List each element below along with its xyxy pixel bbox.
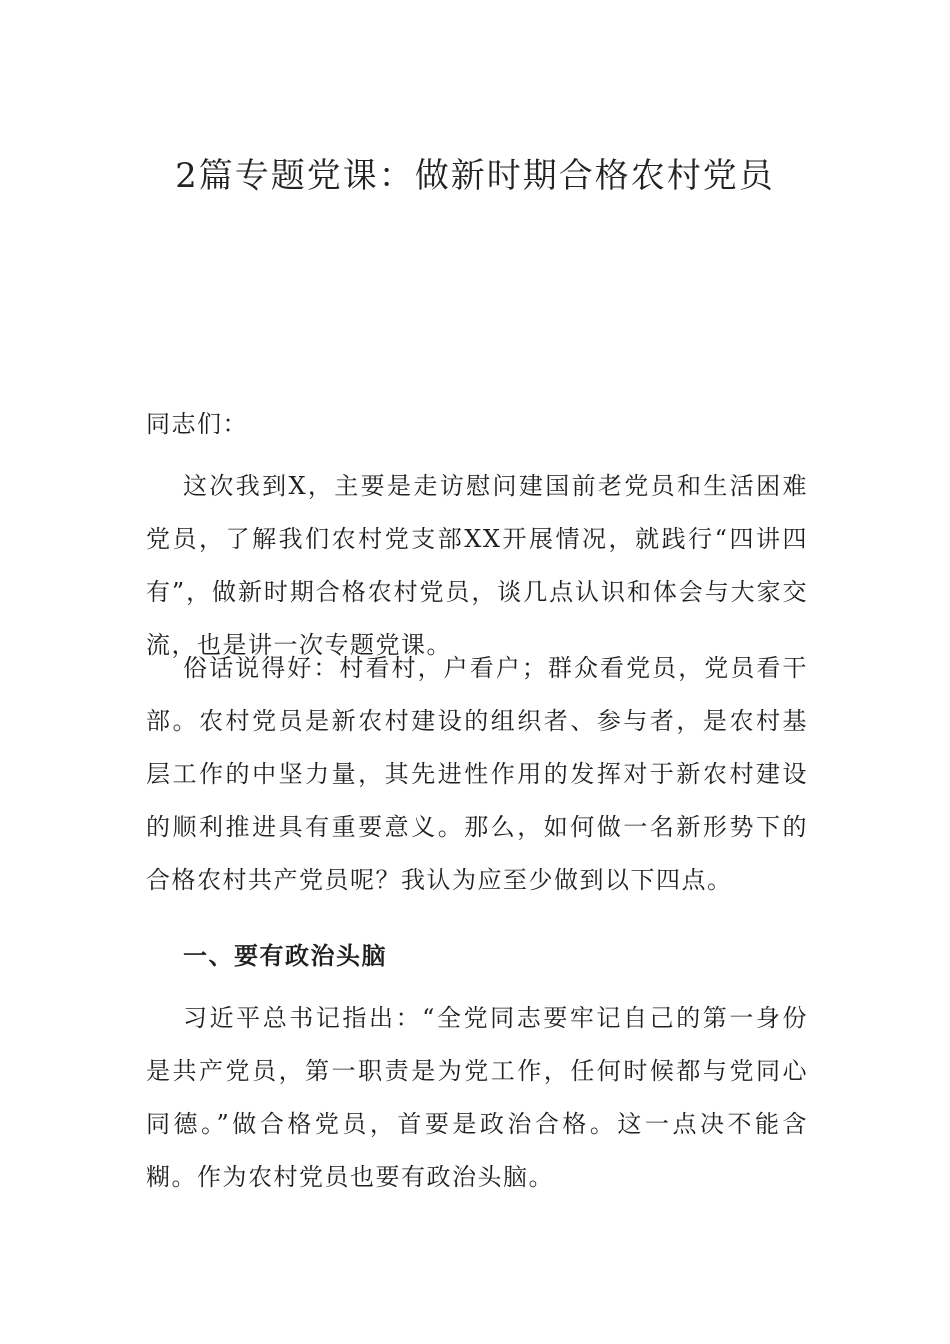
paragraph-intro: 这次我到X，主要是走访慰问建国前老党员和生活困难党员，了解我们农村党支部XX开展情况，就践行“四讲四有”，做新时期合格农村党员，谈几点认识和体会与大家交流，也是讲一次专题党课。 (146, 472, 808, 659)
salutation: 同志们： (146, 410, 248, 438)
paragraph-quote: 习近平总书记指出：“全党同志要牢记自己的第一身份是共产党员，第一职责是为党工作，任何时候都与党同心同德。”做合格党员，首要是政治合格。这一点决不能含糊。作为农村党员也要有政治头脑。 (146, 1004, 808, 1191)
paragraph-saying: 俗话说得好：村看村，户看户；群众看党员，党员看干部。农村党员是新农村建设的组织者、参与者，是农村基层工作的中坚力量，其先进性作用的发挥对于新农村建设的顺利推进具有重要意义。那么，如何做一名新形势下的合格农村共产党员呢？我认为应至少做到以下四点。 (146, 654, 808, 894)
section-heading-political: 一、要有政治头脑 (183, 942, 387, 970)
document-title: 2篇专题党课：做新时期合格农村党员 (175, 156, 775, 196)
